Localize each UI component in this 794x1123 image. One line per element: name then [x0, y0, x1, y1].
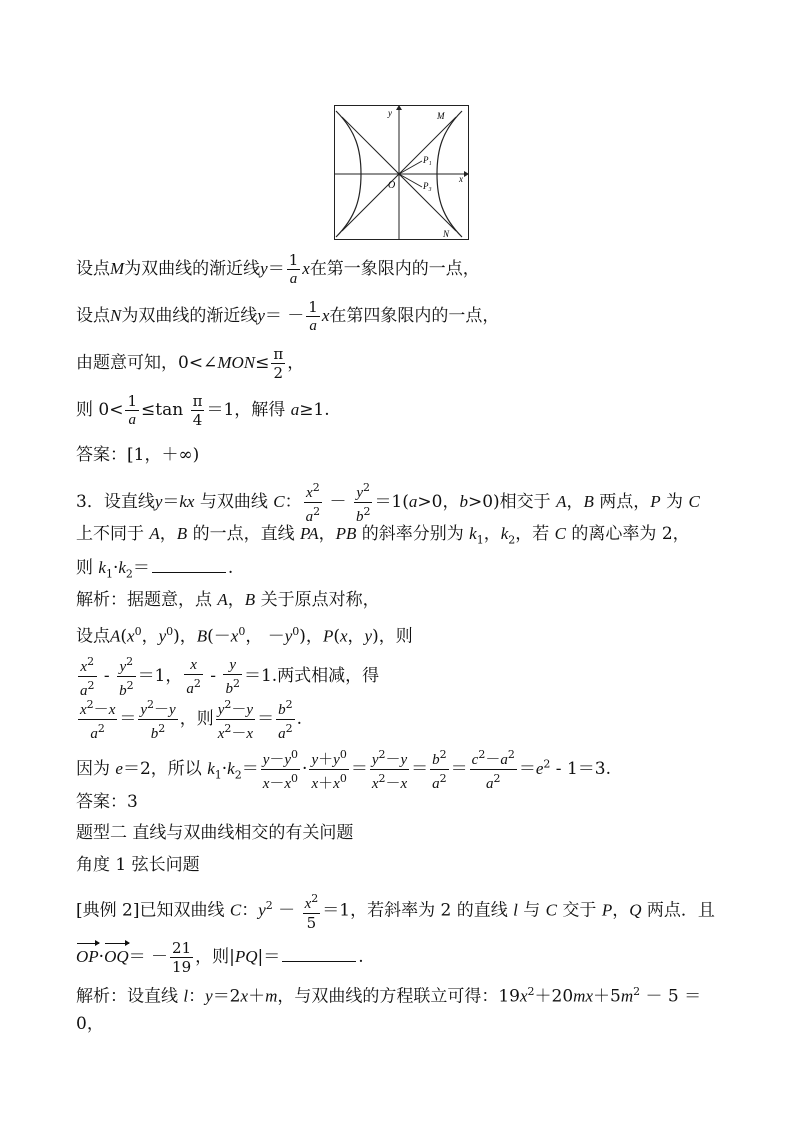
text-line-2: [76, 298, 499, 335]
text: 设点: [76, 306, 110, 326]
answer-2: 答案：3: [76, 792, 138, 812]
angle-mon: MON: [217, 353, 256, 372]
solution-line-4: $\frac{x^2-x}{a^2}$ ＝ $\frac{y^2-y}{b^2}$ ，则 $\frac{y^2-y}{x^2-x}$ ＝ $\frac{b^2}{a^2}$ .: [80, 698, 302, 742]
var-x: x: [321, 306, 330, 325]
hyperbola-figure: [334, 105, 469, 240]
text: ≥1.: [299, 400, 330, 420]
numerator: 1: [288, 251, 299, 269]
text: 在第四象限内的一点，: [329, 306, 500, 326]
answer-blank: [282, 945, 356, 962]
answer-1: [76, 444, 199, 466]
numerator: 1: [127, 392, 138, 410]
label-p1: P₁: [423, 155, 432, 165]
text: 设点: [76, 259, 110, 279]
fraction: [125, 392, 139, 429]
text: 则 0<: [76, 400, 124, 420]
var-a: a: [290, 400, 300, 419]
text: ≤: [255, 353, 270, 373]
var-x: x: [302, 259, 310, 278]
label-o: O: [388, 180, 396, 191]
example-2-line-1: [典例 2]已知双曲线 C：$y^2$ － $\frac{x^2}{5}$ ＝1，若斜率为 2 的直线 l 与 C 交于 P，Q 两点．且: [76, 892, 715, 932]
text-line-4: [76, 392, 330, 429]
fraction: [306, 298, 320, 335]
var-n: N: [110, 306, 122, 325]
solution-line-1: 解析：据题意，点 A，B 关于原点对称，: [76, 590, 380, 610]
text: 由题意可知，0<∠: [76, 353, 218, 373]
numerator: π: [192, 392, 203, 410]
var-y: y: [260, 259, 268, 278]
text: 在第一象限内的一点，: [309, 259, 480, 279]
denominator: a: [128, 412, 136, 428]
text: ，: [287, 353, 305, 373]
numerator: π: [273, 345, 284, 363]
label-n: N: [443, 229, 450, 239]
example-2-solution-line-2: 0，: [76, 1014, 104, 1034]
text: ＝1，解得: [206, 400, 291, 420]
denominator: 4: [192, 411, 203, 429]
fraction: [271, 345, 285, 382]
fraction: [191, 392, 205, 429]
var-m: M: [110, 259, 125, 278]
example-2-line-2: OP·OQ＝ － $\frac{21}{19}$ ，则|PQ|＝ .: [76, 939, 364, 976]
problem-3-line-3: 则 $k_1\cdot k_2=$ .: [76, 558, 234, 581]
problem-3-line-2: 上不同于 A，B 的一点，直线 PA，PB 的斜率分别为 $k_1$，$k_2$，若 C 的离心率为 2，: [76, 524, 690, 547]
denominator: 2: [273, 364, 284, 382]
section-heading: 题型二 直线与双曲线相交的有关问题: [76, 823, 354, 843]
text: 答案：[1，＋∞): [76, 445, 200, 465]
subsection-heading: 角度 1 弦长问题: [76, 855, 200, 875]
text: ≤tan: [141, 400, 189, 420]
solution-line-3: $\frac{x^2}{a^2}$ - $\frac{y^2}{b^2}$ ＝1， $\frac{x}{a^2}$ - $\frac{y}{b^2}$ ＝1.两式相减，得: [80, 655, 380, 699]
text: ＝: [267, 259, 285, 279]
vector-op: OP: [76, 947, 99, 966]
text: ＝ －: [264, 306, 305, 326]
label-p3: P₃: [423, 181, 432, 191]
fraction: [287, 251, 301, 288]
numerator: 1: [308, 298, 318, 316]
var-y: y: [257, 306, 265, 325]
solution-line-2: 设点$A(x^0$，$y^0$)，$B(-x^0$， $-y^0$)，P(x，y)，则: [76, 625, 413, 647]
fraction: $\frac{y^2}{b^2}$: [355, 481, 371, 525]
vector-oq: OQ: [104, 947, 129, 966]
text: 为双曲线的渐近线: [124, 259, 261, 279]
text: 为双曲线的渐近线: [121, 306, 258, 326]
denominator: a: [309, 318, 317, 334]
answer-blank: [152, 556, 226, 573]
label-x: x: [459, 174, 463, 184]
fraction: $\frac{x^2}{a^2}$: [305, 481, 321, 525]
problem-3-line-1: 3．设直线y＝kx 与双曲线 C： $\frac{x^2}{a^2}$ － $\frac{y^2}{b^2}$ ＝1(a>0，b>0)相交于 A，B 两点，P 为 C: [76, 481, 700, 525]
label-m: M: [437, 111, 445, 121]
text-line-3: [76, 345, 304, 382]
text-line-1: [76, 251, 480, 288]
solution-line-5: 因为 e＝2，所以 $k_1\cdot k_2=$ $\frac{y-y^0}{x-x^0}$ · $\frac{y+y^0}{x+x^0}$ ＝ $\frac{y^2-y}{x^2-x}$ ＝ $\frac{b^2}{a^2}$ ＝ $\frac{c^2-a^2}{a^2}$ $=e^2 - 1=3$.: [76, 748, 612, 792]
example-2-solution-line-1: 解析：设直线 l：y＝2x＋m，与双曲线的方程联立可得：$19x^2+20mx+5m^2 - 5$ ＝: [76, 985, 702, 1007]
denominator: a: [289, 271, 298, 287]
label-y: y: [388, 108, 392, 118]
